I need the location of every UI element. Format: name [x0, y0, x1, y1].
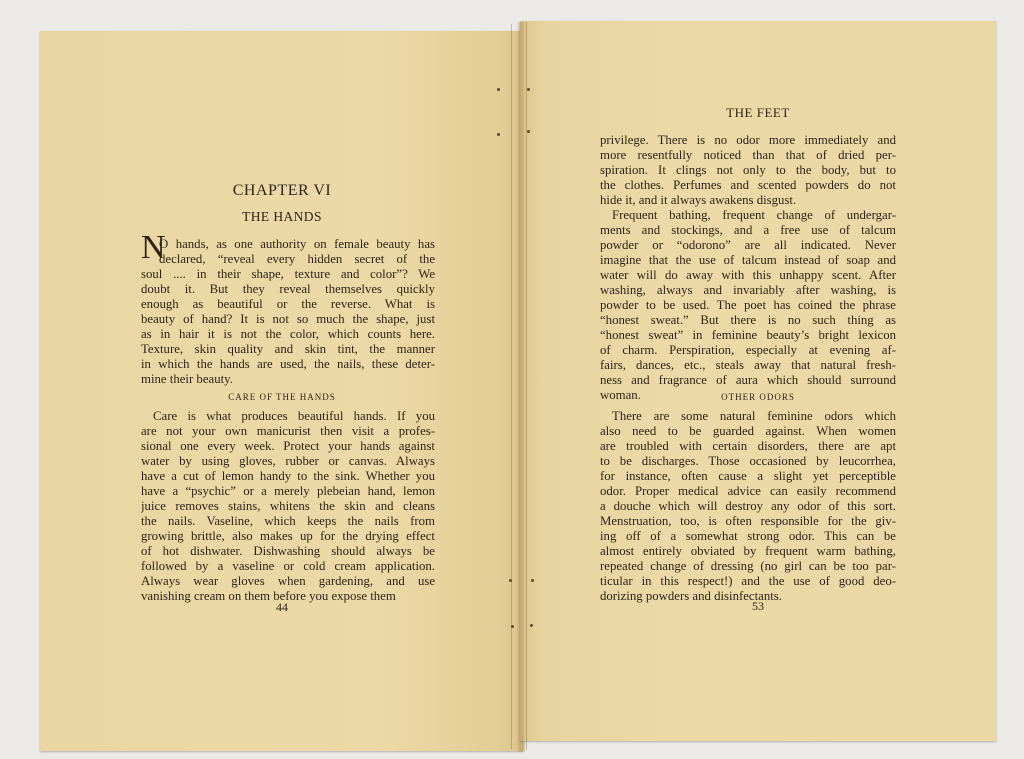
text-line: ing off of a somewhat strong odor. This can be [600, 529, 896, 543]
right-page [520, 21, 996, 741]
text-line: sional one every week. Protect your hands against [141, 439, 435, 453]
stitch-mark [497, 88, 500, 91]
stitch-mark [509, 579, 512, 582]
text-line: ments and stockings, and a free use of talcum [600, 223, 896, 237]
text-line: privilege. There is no odor more immediately and [600, 133, 896, 147]
intro-paragraph [141, 237, 435, 387]
text-line: beauty of hand? It is not so much the shape, just [141, 312, 435, 326]
text-line: have a cut of lemon handy to the sink. Whether you [141, 469, 435, 483]
text-line: juice removes stains, whitens the skin and cleans [141, 499, 435, 513]
feet-paragraph [600, 133, 896, 403]
text-line: powder or “odorono” are all indicated. Never [600, 238, 896, 252]
text-line: hide it, and it always awakens disgust. [600, 193, 797, 207]
text-line: ticular in this respect!) and the use of good deo- [600, 574, 896, 588]
page-number-left: 44 [276, 600, 288, 614]
text-line: almost entirely obviated by frequent warm bathing, [600, 544, 896, 558]
text-line: are not your own manicurist then visit a profes- [141, 424, 435, 438]
text-line: to be discharges. Those occasioned by leucorrhea, [600, 454, 896, 468]
stitch-mark [497, 133, 500, 136]
text-line: soul .... in their shape, texture and color”? We [141, 267, 435, 281]
text-line: spiration. It clings not only to the body, but to [600, 163, 896, 177]
text-line: in which the hands are used, the nails, these deter- [141, 357, 435, 371]
stitch-mark [511, 625, 514, 628]
text-line: ness and fragrance of aura which should surround [600, 373, 896, 387]
left-page [40, 31, 524, 751]
page-number-right: 53 [752, 599, 764, 613]
text-line: for instance, often cause a slight yet perceptible [600, 469, 896, 483]
text-line: Texture, skin quality and skin tint, the manner [141, 342, 435, 356]
text-line: Care is what produces beautiful hands. If you [153, 409, 435, 423]
odors-paragraph [600, 409, 896, 604]
stitch-mark [527, 130, 530, 133]
odors-subheading: OTHER ODORS [721, 392, 795, 402]
chapter-title: THE HANDS [242, 209, 322, 224]
text-line: dorizing powders and disinfectants. [600, 589, 782, 603]
care-paragraph [141, 409, 435, 604]
text-line: the clothes. Perfumes and scented powders do not [600, 178, 896, 192]
stitch-mark [531, 579, 534, 582]
stitch-mark [530, 624, 533, 627]
text-line: declared, “reveal every hidden secret of the [159, 252, 435, 266]
text-line: of charm. Perspiration, especially at evening af- [600, 343, 896, 357]
text-line: “honest sweat” in feminine beauty’s bright lexicon [600, 328, 896, 342]
care-subheading: CARE OF THE HANDS [228, 392, 336, 402]
text-line: “honest sweat.” But there is no such thing as [600, 313, 896, 327]
text-line: odor. Proper medical advice can easily recommend [600, 484, 896, 498]
text-line: followed by a vaseline or cold cream application. [141, 559, 435, 573]
text-line: are troubled with certain disorders, there are apt [600, 439, 896, 453]
drop-cap: N [141, 229, 166, 266]
text-line: Frequent bathing, frequent change of undergar- [612, 208, 896, 222]
text-line: water by using gloves, rubber or canvas. Always [141, 454, 435, 468]
stitch-mark [527, 88, 530, 91]
text-line: the nails. Vaseline, which keeps the nails from [141, 514, 435, 528]
text-line: as in hair it is not the color, which counts here. [141, 327, 435, 341]
text-line: O hands, as one authority on female beauty has [159, 237, 435, 251]
text-line: imagine that the use of talcum instead of soap and [600, 253, 896, 267]
text-line: growing brittle, also makes up for the drying effect [141, 529, 435, 543]
book-gutter [516, 22, 526, 752]
text-line: doubt it. But they reveal themselves quickly [141, 282, 435, 296]
chapter-heading: CHAPTER VI [232, 182, 332, 199]
text-line: of hot dishwater. Dishwashing should always be [141, 544, 435, 558]
fold-line-left [511, 24, 512, 749]
text-line: There are some natural feminine odors which [612, 409, 896, 423]
text-line: have a “psychic” or a merely plebeian hand, lemon [141, 484, 435, 498]
text-line: fairs, dances, etc., steals away that natural fresh- [600, 358, 896, 372]
text-line: also need to be guarded against. When women [600, 424, 896, 438]
text-line: water will do away with this unhappy scent. After [600, 268, 896, 282]
text-line: repeated change of dressing (no girl can be too par- [600, 559, 896, 573]
text-line: woman. [600, 388, 641, 402]
text-line: powder to be used. The poet has coined the phrase [600, 298, 896, 312]
text-line: vanishing cream on them before you expose them [141, 589, 396, 603]
text-line: washing, always and invariably after washing, is [600, 283, 896, 297]
text-line: enough as beautiful or the reverse. What is [141, 297, 435, 311]
text-line: more resentfully noticed than that of dried per- [600, 148, 896, 162]
text-line: mine their beauty. [141, 372, 233, 386]
text-line: a douche which will destroy any odor of this sort. [600, 499, 896, 513]
text-line: Menstruation, too, is often responsible for the giv- [600, 514, 896, 528]
text-line: Always wear gloves when gardening, and use [141, 574, 435, 588]
running-head: THE FEET [726, 105, 790, 120]
